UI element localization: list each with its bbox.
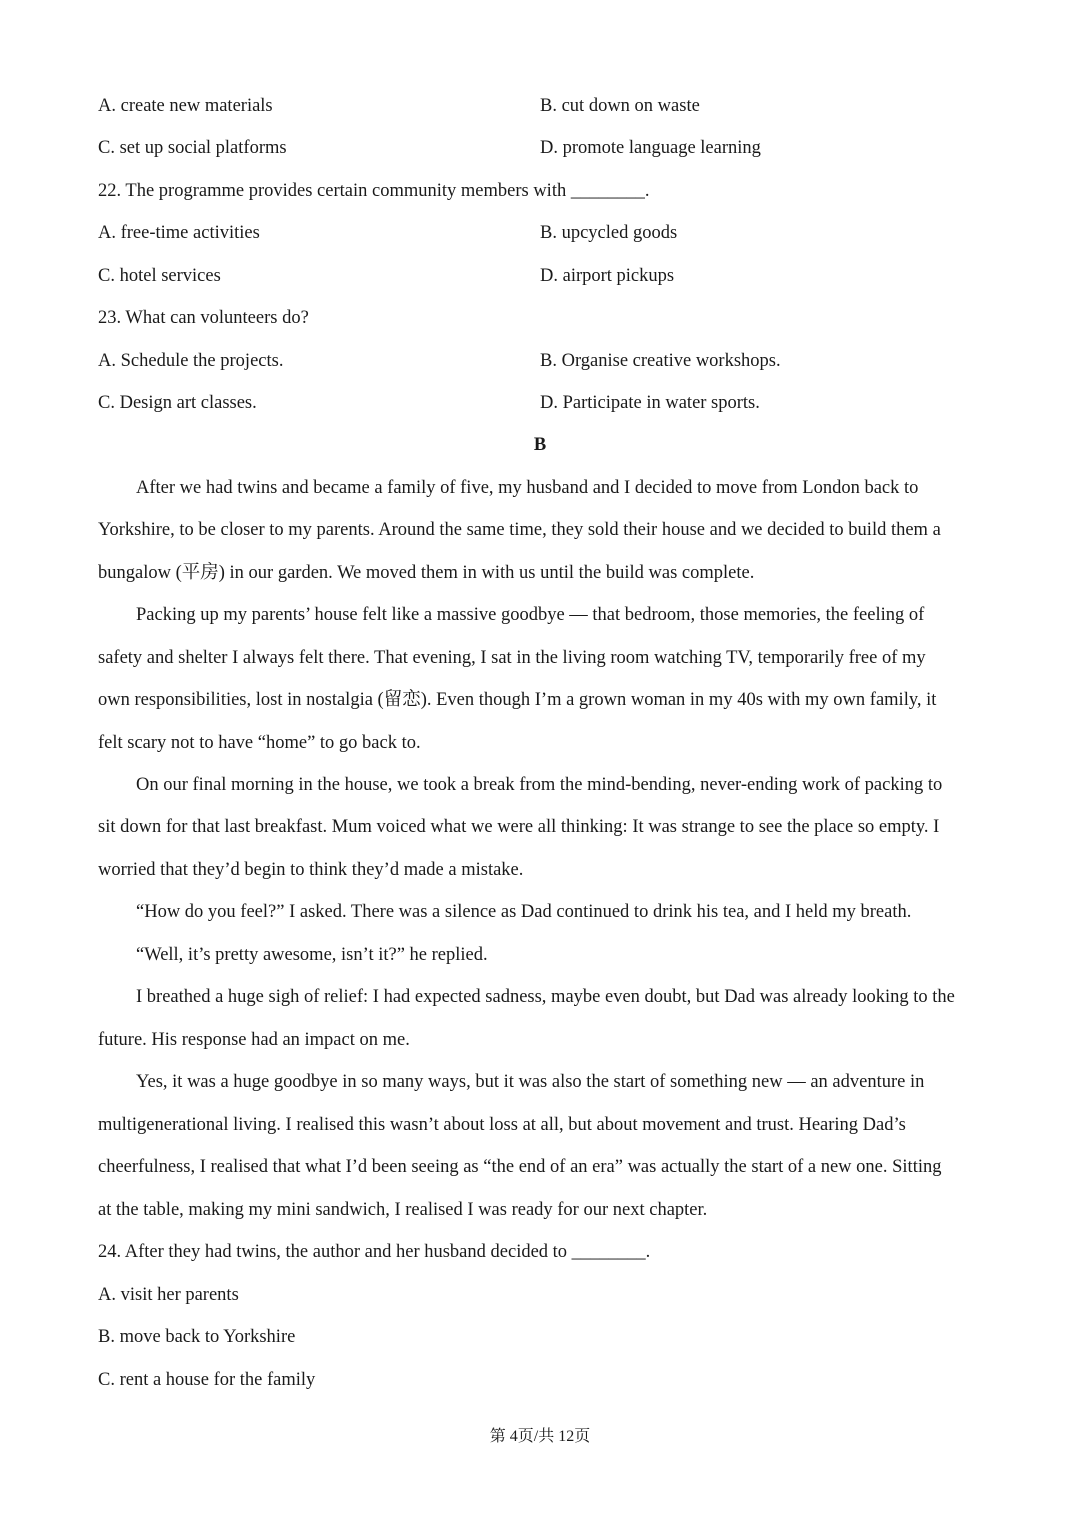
passage-line: Yes, it was a huge goodbye in so many ways, but it was also the start of something new — an adventure in — [136, 1072, 925, 1092]
q23-option-a: A. Schedule the projects. — [98, 351, 284, 371]
passage-line: future. His response had an impact on me. — [98, 1030, 410, 1050]
passage-line: worried that they’d begin to think they’d made a mistake. — [98, 860, 524, 880]
q24-option-a: A. visit her parents — [98, 1285, 239, 1305]
passage-line: sit down for that last breakfast. Mum voiced what we were all thinking: It was strange to see the place so empty. I — [98, 817, 940, 837]
passage-line: “How do you feel?” I asked. There was a silence as Dad continued to drink his tea, and I held my breath. — [136, 902, 912, 922]
q21-option-b: B. cut down on waste — [540, 96, 700, 116]
passage-line: On our final morning in the house, we took a break from the mind-bending, never-ending work of packing to — [136, 775, 943, 795]
section-heading: B — [533, 435, 547, 455]
passage-line: felt scary not to have “home” to go back to. — [98, 733, 421, 753]
passage-line: After we had twins and became a family of five, my husband and I decided to move from London back to — [136, 478, 919, 498]
q22-option-c: C. hotel services — [98, 266, 221, 286]
passage-line: I breathed a huge sigh of relief: I had expected sadness, maybe even doubt, but Dad was already looking to the — [136, 987, 955, 1007]
page-number: 第 4页/共 12页 — [489, 1428, 591, 1445]
passage-line: bungalow (平房) in our garden. We moved them in with us until the build was complete. — [98, 563, 755, 583]
q23-option-d: D. Participate in water sports. — [540, 393, 760, 413]
q22-stem: 22. The programme provides certain community members with ________. — [98, 181, 650, 201]
q23-option-b: B. Organise creative workshops. — [540, 351, 781, 371]
q22-option-d: D. airport pickups — [540, 266, 675, 286]
passage-line: own responsibilities, lost in nostalgia (留恋). Even though I’m a grown woman in my 40s with my own family, it — [98, 690, 937, 710]
q24-option-b: B. move back to Yorkshire — [98, 1327, 296, 1347]
q24-stem: 24. After they had twins, the author and her husband decided to ________. — [98, 1242, 651, 1262]
q23-stem: 23. What can volunteers do? — [98, 308, 309, 328]
passage-line: “Well, it’s pretty awesome, isn’t it?” he replied. — [136, 945, 488, 965]
q22-option-a: A. free-time activities — [98, 223, 260, 243]
passage-line: Yorkshire, to be closer to my parents. Around the same time, they sold their house and we decided to build them a — [98, 520, 941, 540]
q24-option-c: C. rent a house for the family — [98, 1370, 316, 1390]
q23-option-c: C. Design art classes. — [98, 393, 257, 413]
q21-option-a: A. create new materials — [98, 96, 273, 116]
passage-line: cheerfulness, I realised that what I’d been seeing as “the end of an era” was actually the start of a new one. Sitting — [98, 1157, 942, 1177]
q21-option-c: C. set up social platforms — [98, 138, 287, 158]
q22-option-b: B. upcycled goods — [540, 223, 678, 243]
passage-line: at the table, making my mini sandwich, I realised I was ready for our next chapter. — [98, 1200, 708, 1220]
passage-line: multigenerational living. I realised this wasn’t about loss at all, but about movement and trust. Hearing Dad’s — [98, 1115, 906, 1135]
q21-option-d: D. promote language learning — [540, 138, 761, 158]
passage-line: Packing up my parents’ house felt like a massive goodbye — that bedroom, those memories, the feeling of — [136, 605, 925, 625]
passage-line: safety and shelter I always felt there. That evening, I sat in the living room watching TV, temporarily free of my — [98, 648, 926, 668]
